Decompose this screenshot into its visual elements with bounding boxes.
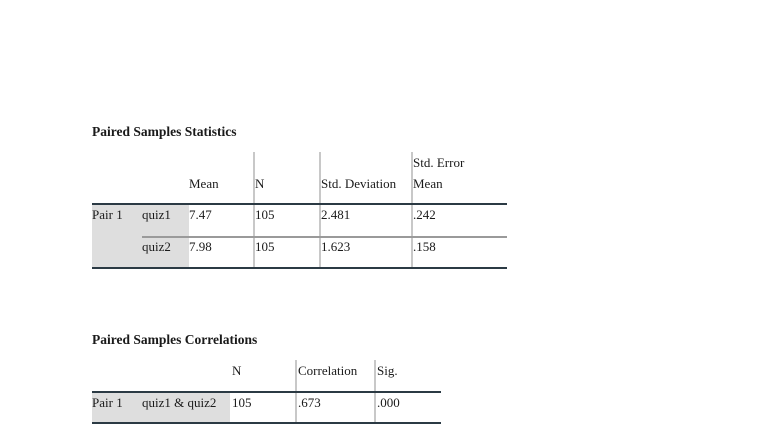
header-rule [92,391,441,393]
row-std-error: .242 [413,207,436,222]
row-sig: .000 [377,395,400,410]
row-mean: 7.98 [189,239,212,254]
header-std-error-line2: Mean [413,176,443,191]
header-n: N [255,176,265,191]
row-std-deviation: 1.623 [321,239,351,254]
header-std-error-line1: Std. Error [413,155,465,170]
row-std-error: .158 [413,239,436,254]
row-var: quiz1 & quiz2 [142,395,217,410]
row-var: quiz1 [142,207,171,222]
row-var: quiz2 [142,239,171,254]
table-bottom-rule [92,422,441,424]
corr-table-title: Paired Samples Correlations [92,332,258,347]
row-n: 105 [255,207,275,222]
pair-label: Pair 1 [92,207,123,222]
row-n: 105 [232,395,252,410]
header-mean: Mean [189,176,219,191]
stats-table-title: Paired Samples Statistics [92,124,237,139]
header-std-deviation: Std. Deviation [321,176,397,191]
row-n: 105 [255,239,275,254]
pair-label: Pair 1 [92,395,123,410]
header-correlation: Correlation [298,363,358,378]
row-std-deviation: 2.481 [321,207,351,222]
row-correlation: .673 [298,395,321,410]
row-mean: 7.47 [189,207,212,222]
header-n: N [232,363,242,378]
header-sig: Sig. [377,363,398,378]
